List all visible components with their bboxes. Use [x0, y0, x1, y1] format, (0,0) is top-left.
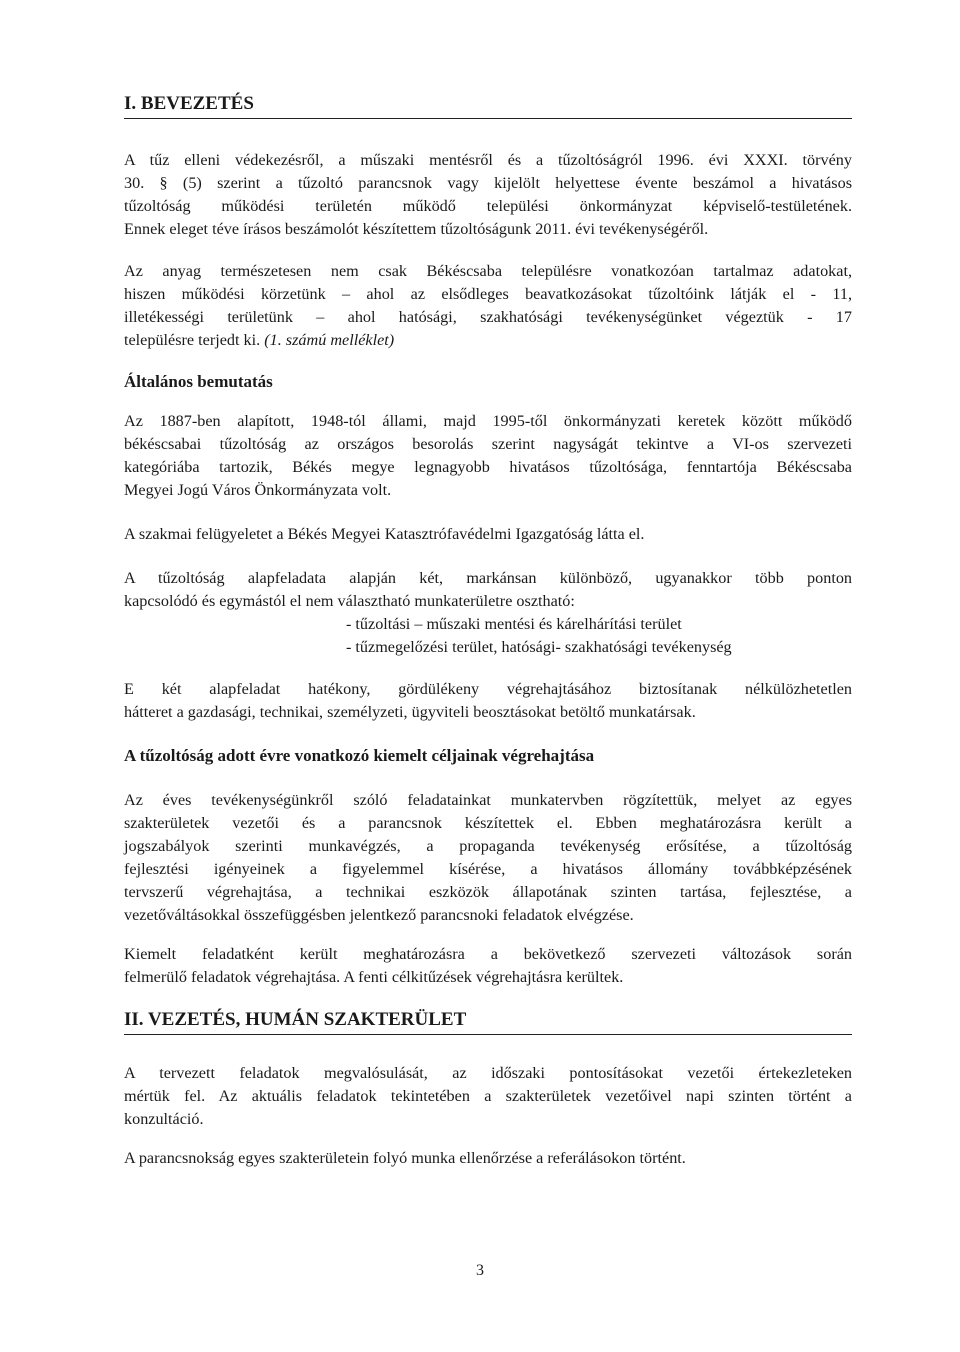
paragraph-annual-plan: [124, 789, 852, 927]
text-line-end: településre terjedt ki.: [124, 331, 261, 349]
appendix-reference: (1. számú melléklet): [264, 331, 395, 349]
section-title-vezetes: II. VEZETÉS, HUMÁN SZAKTERÜLET: [124, 1009, 852, 1035]
heading-general-presentation: Általános bemutatás: [124, 372, 273, 391]
text-line: fejlesztési igényeinek a figyelemmel kísérése, a hivatásos állomány továbbképzésének: [124, 860, 852, 878]
text-line: jogszabályok szerinti munkavégzés, a propaganda tevékenység erősítése, a tűzoltóság: [124, 837, 852, 855]
text-line: felmerülő feladatok végrehajtása. A fenti célkitűzések végrehajtásra kerültek.: [124, 968, 624, 986]
text-line: A tervezett feladatok megvalósulását, az időszaki pontosításokat vezetői értekezleteken: [124, 1064, 852, 1082]
text-line: hiszen működési körzetünk – ahol az elsődleges beavatkozásokat tűzoltóink látják el - 11,: [124, 285, 852, 303]
text-line: szakterületek vezetői és a parancsnok készítettek el. Ebben meghatározásra került a: [124, 814, 852, 832]
paragraph-tasks: [124, 567, 852, 613]
text-line: Az éves tevékenységünkről szóló feladatainkat munkatervben rögzítettük, melyet az egyes: [124, 791, 852, 809]
text-line: A tűz elleni védekezésről, a műszaki mentésről és a tűzoltóságról 1996. évi XXXI. törvény: [124, 151, 852, 169]
text-line: kategóriába tartozik, Békés megye legnagyobb hivatásos tűzoltósága, fenntartója Békéscsaba: [124, 458, 852, 476]
paragraph-supervision: [124, 523, 852, 546]
text-line: A tűzoltóság alapfeladata alapján két, markánsan különböző, ugyanakkor több ponton: [124, 569, 852, 587]
text-line: [124, 329, 852, 352]
text-line: Kiemelt feladatként került meghatározásra a bekövetkező szervezeti változások során: [124, 945, 852, 963]
text-line: kapcsolódó és egymástól el nem választható munkaterületre osztható:: [124, 592, 575, 610]
text-line: vezetőváltásokkal összefüggésben jelentkező parancsnoki feladatok elvégzése.: [124, 906, 634, 924]
text-line: 30. § (5) szerint a tűzoltó parancsnok vagy kijelölt helyettese évente beszámol a hivatásos: [124, 174, 852, 192]
task-area-list: [346, 613, 732, 659]
paragraph-history: [124, 410, 852, 502]
text-line: békéscsabai tűzoltóság az országos besorolás szerint nagyságát tekintve a VI-os szervezeti: [124, 435, 852, 453]
text-line: E két alapfeladat hatékony, gördülékeny végrehajtásához biztosítanak nélkülözhetetlen: [124, 680, 852, 698]
paragraph-meetings: [124, 1062, 852, 1131]
paragraph-control: [124, 1147, 852, 1170]
text-line: Az anyag természetesen nem csak Békéscsaba településre vonatkozóan tartalmaz adatokat,: [124, 262, 852, 280]
list-item: - tűzmegelőzési terület, hatósági- szakhatósági tevékenység: [346, 638, 732, 656]
text-line: A parancsnokság egyes szakterületein folyó munka ellenőrzése a referálásokon történt.: [124, 1149, 686, 1167]
text-line: konzultáció.: [124, 1110, 204, 1128]
text-line: tervszerű végrehajtása, a technikai eszközök állapotának szinten tartása, fejlesztése, a: [124, 883, 852, 901]
paragraph-key-tasks: [124, 943, 852, 989]
text-line: Megyei Jogú Város Önkormányzata volt.: [124, 481, 392, 499]
text-line: tűzoltóság működési területén működő települési önkormányzat képviselő-testületének.: [124, 197, 852, 215]
text-line: Ennek eleget téve írásos beszámolót készítettem tűzoltóságunk 2011. évi tevékenységéről.: [124, 220, 709, 238]
section-title-bevezetes: I. BEVEZETÉS: [124, 93, 852, 119]
text-line: Az 1887-ben alapított, 1948-tól állami, majd 1995-től önkormányzati keretek között működő: [124, 412, 852, 430]
text-line: hátteret a gazdasági, technikai, személyzeti, ügyviteli beosztásokat betöltő munkatársak.: [124, 703, 696, 721]
paragraph-support-staff: [124, 678, 852, 724]
heading-goals: A tűzoltóság adott évre vonatkozó kiemelt céljainak végrehajtása: [124, 746, 595, 765]
text-line: A szakmai felügyeletet a Békés Megyei Katasztrófavédelmi Igazgatóság látta el.: [124, 525, 645, 543]
paragraph-scope: [124, 260, 852, 352]
text-line: mértük fel. Az aktuális feladatok tekintetében a szakterületek vezetőivel napi szinten történt a: [124, 1087, 852, 1105]
paragraph-intro: [124, 149, 852, 241]
page-number: 3: [476, 1262, 484, 1279]
text-line: illetékességi területünk – ahol hatósági, szakhatósági tevékenységünket végeztük - 17: [124, 308, 852, 326]
list-item: - tűzoltási – műszaki mentési és kárelhárítási terület: [346, 615, 682, 633]
